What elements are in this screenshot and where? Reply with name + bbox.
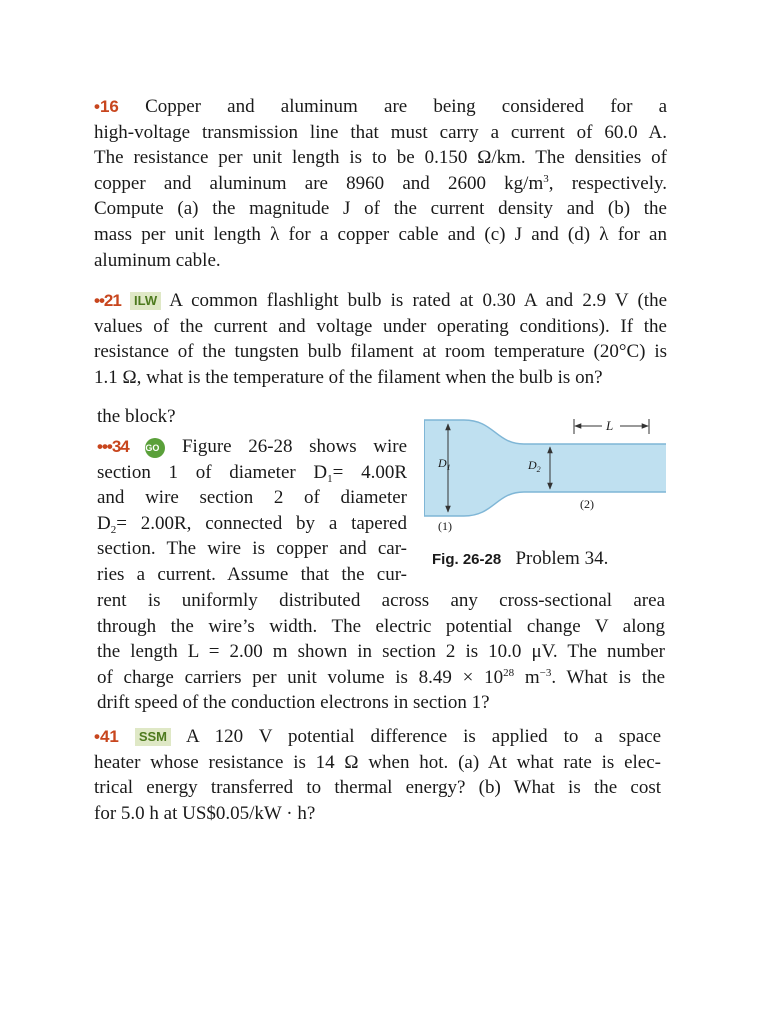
problem-21: ••21 ILW A common flashlight bulb is rated at 0.30 A and 2.9 V (the values of the current and voltage under operating conditions). If the resistance of the tungsten bulb filament at room temperature (20°C) is 1.1 Ω, what is the temperature of the filament when the bulb is on?: [94, 290, 668, 388]
ssm-badge: SSM: [135, 728, 171, 746]
problem-number: ••21: [94, 291, 121, 310]
problem-number: •16: [94, 97, 119, 116]
section-2-label: (2): [580, 497, 594, 511]
figure-caption-label: Fig. 26-28: [432, 551, 502, 568]
figure-caption: [432, 548, 608, 570]
problem-41: •41 SSM A 120 V potential difference is applied to a space heater whose resistance is 14 Ω when hot. (a) At what rate is elec- trical energy transferred to thermal energy? (b) What is the cost for 5.0 h at US$0.05/kW · h?: [94, 726, 661, 824]
wire-shape: [424, 420, 666, 516]
problem-34-continued: rent is uniformly distributed across any cross-sectional area through the wire’s width. The electric potential change V along the length L = 2.00 m shown in section 2 is 10.0 μV. The number of charge carriers per unit volume is $8.49 \times 10^{28}$ $m^{-3}$. What is the drift speed of the conduction electrons in section 1?: [97, 590, 665, 714]
figure-26-28: [424, 412, 666, 562]
d1-label: $D_1$: [438, 456, 451, 472]
problem-number: •••34: [97, 437, 129, 456]
l-label: L: [606, 418, 614, 433]
figure-caption-text: Problem 34.: [515, 548, 609, 569]
problem-number: •41: [94, 727, 119, 746]
problem-34: •••34 GO Figure 26-28 shows wire section 1 of diameter $D_1= 4.00R$ and wire section 2 of diameter $D_2= 2.00R$, connected by a tapered section. The wire is copper and car- ries a current. Assume that the cur-: [97, 436, 408, 585]
go-badge: GO: [145, 438, 165, 458]
problem-16: •16 Copper and aluminum are being considered for a high-voltage transmission line that must carry a current of 60.0 A. The resistance per unit length is to be 0.150 Ω/km. The densities of copper and aluminum are 8960 and 2600 $kg/m^3$, respectively. Compute (a) the magnitude J of the current density and (b) the mass per unit length λ for a copper cable and (c) J and (d) λ for an aluminum cable.: [94, 96, 668, 271]
section-1-label: (1): [438, 519, 452, 533]
d2-label: $D_2$: [528, 458, 541, 474]
text-fragment: the block?: [97, 406, 176, 427]
ilw-badge: ILW: [130, 292, 161, 310]
